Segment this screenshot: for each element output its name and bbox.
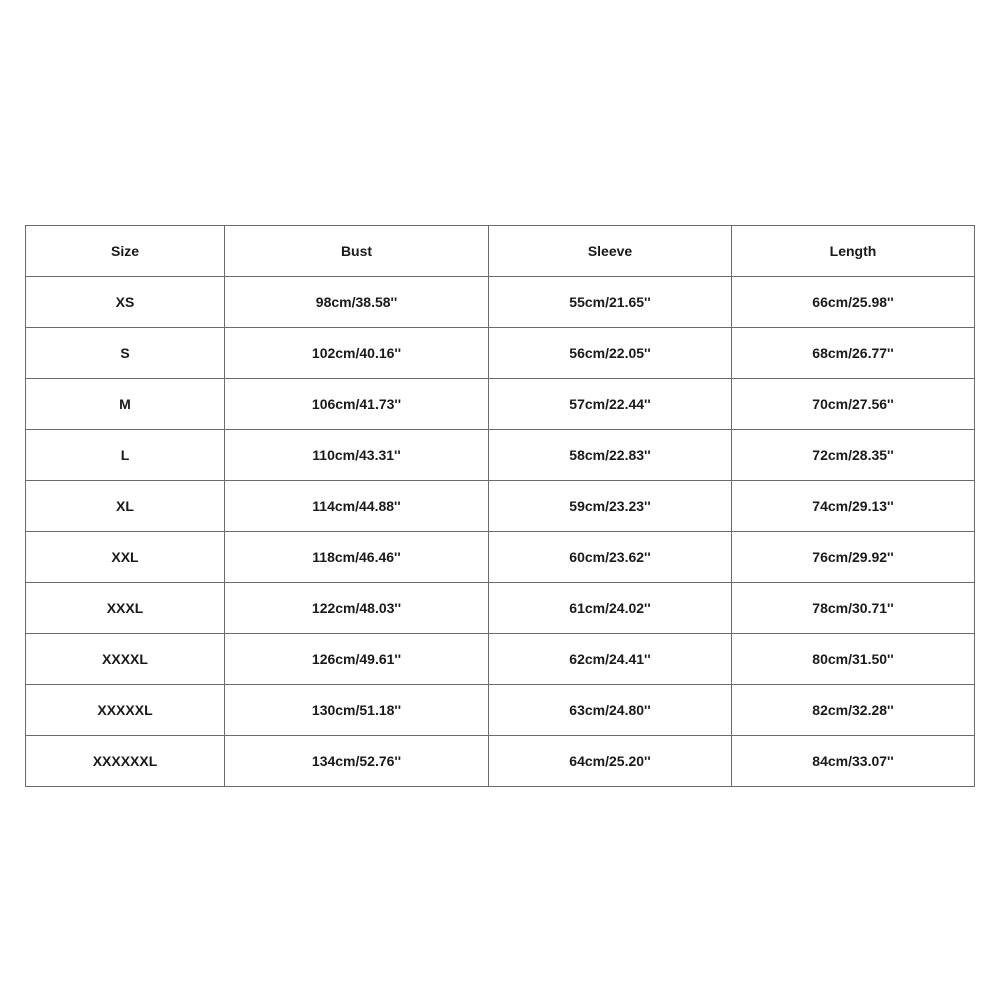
cell-sleeve: 56cm/22.05'': [489, 328, 732, 379]
header-bust: Bust: [225, 226, 489, 277]
size-chart-table: [25, 225, 975, 787]
cell-bust: 134cm/52.76'': [225, 736, 489, 787]
cell-length: 72cm/28.35'': [732, 430, 975, 481]
table-row: [26, 379, 975, 430]
cell-size: XXXXXXL: [26, 736, 225, 787]
cell-sleeve: 58cm/22.83'': [489, 430, 732, 481]
table-row: [26, 481, 975, 532]
cell-length: 70cm/27.56'': [732, 379, 975, 430]
cell-size: M: [26, 379, 225, 430]
cell-bust: 110cm/43.31'': [225, 430, 489, 481]
cell-bust: 98cm/38.58'': [225, 277, 489, 328]
cell-size: XXXL: [26, 583, 225, 634]
table-header-row: [26, 226, 975, 277]
cell-size: S: [26, 328, 225, 379]
cell-bust: 102cm/40.16'': [225, 328, 489, 379]
table-row: [26, 328, 975, 379]
cell-size: XS: [26, 277, 225, 328]
table-row: [26, 736, 975, 787]
header-sleeve: Sleeve: [489, 226, 732, 277]
table-row: [26, 277, 975, 328]
table-row: [26, 532, 975, 583]
cell-length: 76cm/29.92'': [732, 532, 975, 583]
cell-sleeve: 61cm/24.02'': [489, 583, 732, 634]
table-row: [26, 430, 975, 481]
cell-sleeve: 55cm/21.65'': [489, 277, 732, 328]
cell-sleeve: 60cm/23.62'': [489, 532, 732, 583]
cell-sleeve: 64cm/25.20'': [489, 736, 732, 787]
cell-length: 78cm/30.71'': [732, 583, 975, 634]
header-length: Length: [732, 226, 975, 277]
header-size: Size: [26, 226, 225, 277]
cell-bust: 106cm/41.73'': [225, 379, 489, 430]
cell-bust: 114cm/44.88'': [225, 481, 489, 532]
table-row: [26, 634, 975, 685]
cell-length: 84cm/33.07'': [732, 736, 975, 787]
cell-length: 66cm/25.98'': [732, 277, 975, 328]
cell-size: XXXXXL: [26, 685, 225, 736]
cell-length: 82cm/32.28'': [732, 685, 975, 736]
cell-sleeve: 57cm/22.44'': [489, 379, 732, 430]
cell-size: L: [26, 430, 225, 481]
cell-sleeve: 59cm/23.23'': [489, 481, 732, 532]
cell-length: 74cm/29.13'': [732, 481, 975, 532]
cell-length: 68cm/26.77'': [732, 328, 975, 379]
cell-sleeve: 62cm/24.41'': [489, 634, 732, 685]
cell-size: XXXXL: [26, 634, 225, 685]
cell-bust: 118cm/46.46'': [225, 532, 489, 583]
table-row: [26, 685, 975, 736]
cell-size: XXL: [26, 532, 225, 583]
cell-sleeve: 63cm/24.80'': [489, 685, 732, 736]
cell-bust: 126cm/49.61'': [225, 634, 489, 685]
cell-length: 80cm/31.50'': [732, 634, 975, 685]
cell-size: XL: [26, 481, 225, 532]
table-row: [26, 583, 975, 634]
cell-bust: 122cm/48.03'': [225, 583, 489, 634]
cell-bust: 130cm/51.18'': [225, 685, 489, 736]
